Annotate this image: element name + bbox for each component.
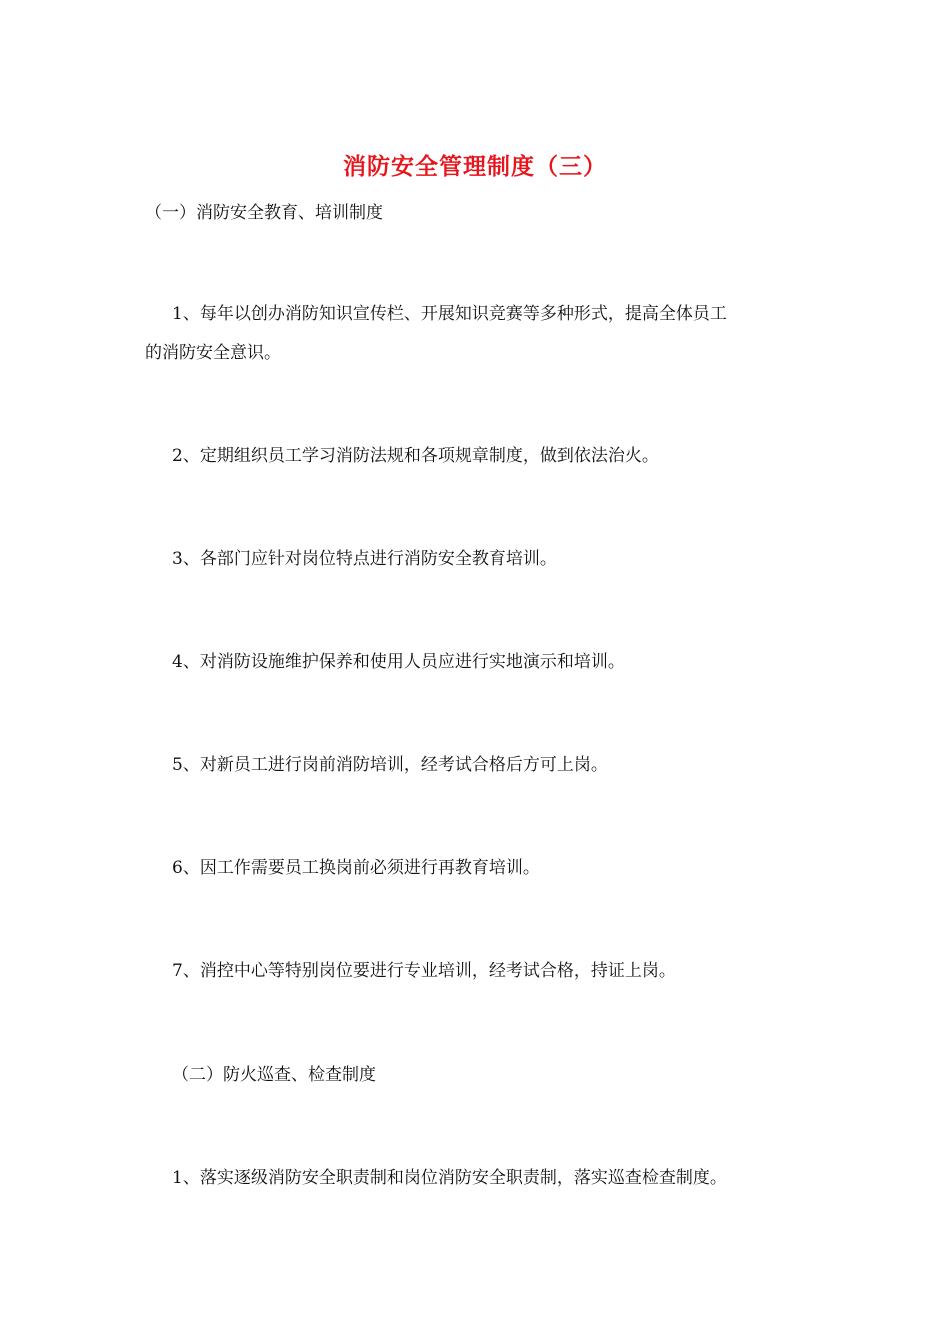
- list-item: 4、对消防设施维护保养和使用人员应进行实地演示和培训。: [172, 652, 625, 672]
- section-heading: （一）消防安全教育、培训制度: [145, 203, 383, 223]
- list-item: 6、因工作需要员工换岗前必须进行再教育培训。: [172, 858, 540, 878]
- list-item: 5、对新员工进行岗前消防培训，经考试合格后方可上岗。: [172, 755, 608, 775]
- document-title: 消防安全管理制度（三）: [343, 153, 607, 180]
- list-item: 3、各部门应针对岗位特点进行消防安全教育培训。: [172, 549, 557, 569]
- list-item: 7、消控中心等特别岗位要进行专业培训，经考试合格，持证上岗。: [172, 961, 676, 981]
- list-item: 2、定期组织员工学习消防法规和各项规章制度，做到依法治火。: [172, 446, 659, 466]
- section-heading: （二）防火巡查、检查制度: [172, 1065, 376, 1085]
- list-item: 1、每年以创办消防知识宣传栏、开展知识竞赛等多种形式，提高全体员工: [172, 304, 727, 324]
- list-item: 1、落实逐级消防安全职责制和岗位消防安全职责制，落实巡查检查制度。: [172, 1168, 727, 1188]
- list-item-continuation: 的消防安全意识。: [145, 343, 281, 363]
